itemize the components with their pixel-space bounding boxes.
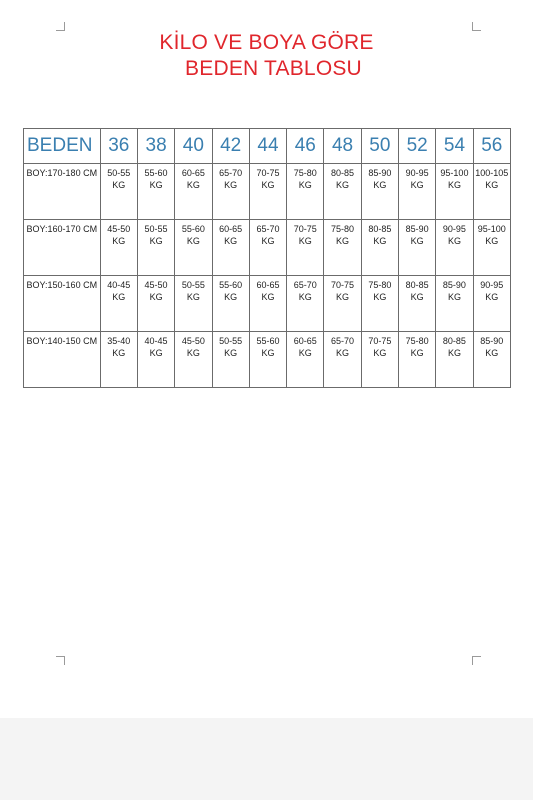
weight-range-text: 95-100 KG [477, 224, 506, 246]
height-range-cell: BOY:150-160 CM [24, 276, 101, 332]
table-row [24, 332, 511, 388]
weight-range-text: 50-55 KG [144, 224, 168, 246]
weight-range-cell [399, 276, 436, 332]
weight-range-cell [212, 164, 249, 220]
weight-range-cell [249, 276, 286, 332]
size-chart-table [23, 128, 511, 388]
weight-range-cell [137, 164, 174, 220]
weight-range-text: 50-55 KG [181, 280, 205, 302]
weight-range-text: 75-80 KG [293, 168, 317, 190]
size-header-42: 42 [212, 129, 249, 164]
weight-range-text: 70-75 KG [293, 224, 317, 246]
weight-range-text: 95-100 KG [440, 168, 469, 190]
weight-range-cell [249, 332, 286, 388]
weight-range-cell [324, 276, 361, 332]
weight-range-cell [212, 332, 249, 388]
weight-range-text: 70-75 KG [368, 336, 392, 358]
weight-range-text: 90-95 KG [442, 224, 466, 246]
weight-range-cell [175, 164, 212, 220]
weight-range-cell [361, 276, 398, 332]
title-line-2: BEDEN TABLOSU [185, 57, 362, 80]
size-header-46: 46 [287, 129, 324, 164]
size-header-label: BEDEN [24, 129, 101, 164]
weight-range-cell [287, 164, 324, 220]
table-row [24, 276, 511, 332]
height-range-cell: BOY:140-150 CM [24, 332, 101, 388]
title-line-1: KİLO VE BOYA GÖRE [159, 31, 374, 54]
size-header-row [24, 129, 511, 164]
weight-range-text: 80-85 KG [442, 336, 466, 358]
weight-range-cell [399, 164, 436, 220]
weight-range-text: 40-45 KG [144, 336, 168, 358]
weight-range-cell [399, 332, 436, 388]
weight-range-text: 45-50 KG [181, 336, 205, 358]
weight-range-cell [473, 164, 510, 220]
weight-range-text: 35-40 KG [107, 336, 131, 358]
weight-range-text: 85-90 KG [442, 280, 466, 302]
weight-range-cell [287, 276, 324, 332]
weight-range-cell [175, 332, 212, 388]
weight-range-text: 80-85 KG [368, 224, 392, 246]
weight-range-text: 60-65 KG [256, 280, 280, 302]
size-header-50: 50 [361, 129, 398, 164]
weight-range-cell [137, 332, 174, 388]
weight-range-text: 90-95 KG [480, 280, 504, 302]
table-row [24, 164, 511, 220]
weight-range-text: 75-80 KG [331, 224, 355, 246]
weight-range-cell [100, 220, 137, 276]
weight-range-text: 70-75 KG [256, 168, 280, 190]
weight-range-cell [212, 276, 249, 332]
height-range-cell: BOY:160-170 CM [24, 220, 101, 276]
weight-range-text: 85-90 KG [405, 224, 429, 246]
weight-range-cell [324, 332, 361, 388]
weight-range-cell [361, 164, 398, 220]
weight-range-cell [137, 220, 174, 276]
weight-range-cell [212, 220, 249, 276]
size-header-38: 38 [137, 129, 174, 164]
weight-range-text: 70-75 KG [331, 280, 355, 302]
height-range-cell: BOY:170-180 CM [24, 164, 101, 220]
weight-range-cell [324, 164, 361, 220]
crop-mark-bottom-left [56, 656, 65, 665]
weight-range-text: 55-60 KG [144, 168, 168, 190]
weight-range-cell [436, 276, 473, 332]
size-header-52: 52 [399, 129, 436, 164]
weight-range-text: 80-85 KG [331, 168, 355, 190]
weight-range-text: 75-80 KG [405, 336, 429, 358]
weight-range-text: 50-55 KG [107, 168, 131, 190]
weight-range-text: 45-50 KG [107, 224, 131, 246]
size-chart-body [24, 129, 511, 388]
weight-range-text: 55-60 KG [181, 224, 205, 246]
weight-range-text: 65-70 KG [293, 280, 317, 302]
weight-range-text: 55-60 KG [219, 280, 243, 302]
weight-range-cell [249, 164, 286, 220]
weight-range-cell [324, 220, 361, 276]
weight-range-text: 65-70 KG [331, 336, 355, 358]
size-header-54: 54 [436, 129, 473, 164]
weight-range-cell [287, 332, 324, 388]
weight-range-text: 45-50 KG [144, 280, 168, 302]
weight-range-cell [249, 220, 286, 276]
size-header-48: 48 [324, 129, 361, 164]
size-header-36: 36 [100, 129, 137, 164]
weight-range-text: 60-65 KG [219, 224, 243, 246]
weight-range-cell [473, 332, 510, 388]
weight-range-cell [175, 220, 212, 276]
weight-range-text: 80-85 KG [405, 280, 429, 302]
size-header-40: 40 [175, 129, 212, 164]
weight-range-text: 60-65 KG [181, 168, 205, 190]
size-header-44: 44 [249, 129, 286, 164]
weight-range-cell [361, 332, 398, 388]
weight-range-text: 40-45 KG [107, 280, 131, 302]
weight-range-text: 100-105 KG [475, 168, 509, 190]
weight-range-cell [175, 276, 212, 332]
weight-range-text: 75-80 KG [368, 280, 392, 302]
weight-range-cell [137, 276, 174, 332]
table-row [24, 220, 511, 276]
weight-range-cell [361, 220, 398, 276]
weight-range-text: 85-90 KG [368, 168, 392, 190]
weight-range-cell [100, 332, 137, 388]
weight-range-cell [100, 164, 137, 220]
weight-range-cell [473, 276, 510, 332]
weight-range-cell [436, 332, 473, 388]
crop-mark-bottom-right [472, 656, 481, 665]
weight-range-text: 65-70 KG [256, 224, 280, 246]
weight-range-text: 65-70 KG [219, 168, 243, 190]
weight-range-text: 50-55 KG [219, 336, 243, 358]
weight-range-cell [436, 220, 473, 276]
weight-range-text: 90-95 KG [405, 168, 429, 190]
weight-range-text: 85-90 KG [480, 336, 504, 358]
weight-range-cell [399, 220, 436, 276]
weight-range-cell [436, 164, 473, 220]
weight-range-cell [473, 220, 510, 276]
weight-range-text: 60-65 KG [293, 336, 317, 358]
weight-range-text: 55-60 KG [256, 336, 280, 358]
page-title [0, 30, 533, 82]
weight-range-cell [287, 220, 324, 276]
weight-range-cell [100, 276, 137, 332]
size-header-56: 56 [473, 129, 510, 164]
